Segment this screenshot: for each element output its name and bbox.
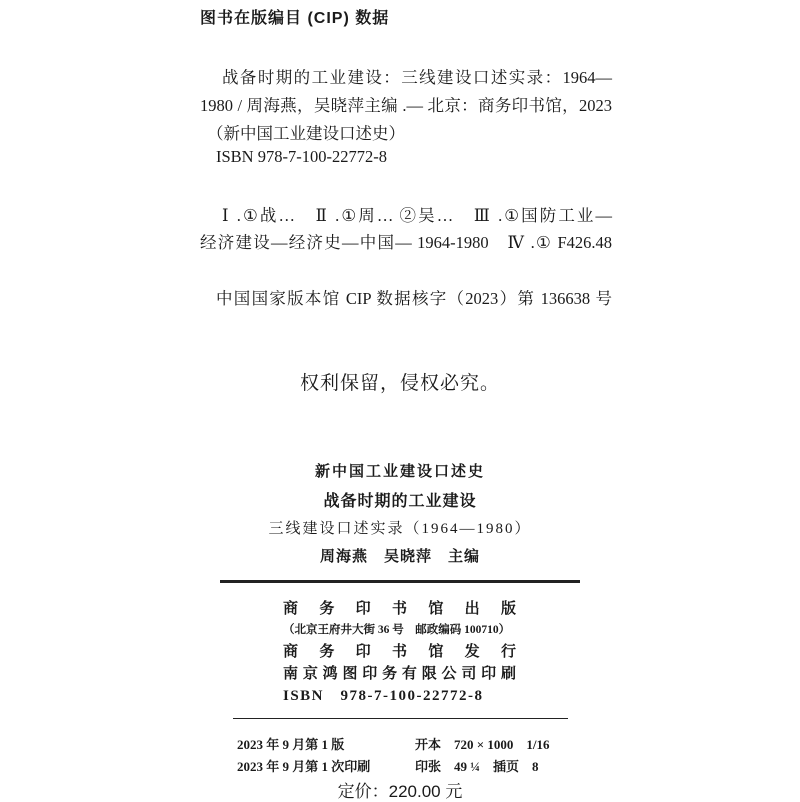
rights-notice: 权利保留，侵权必究。: [299, 373, 500, 394]
thick-divider: [220, 580, 580, 583]
series-name: 新中国工业建设口述史: [314, 464, 485, 480]
format: 开本 720 × 1000 1/16: [415, 737, 550, 752]
publisher-address: （北京王府井大街 36 号 邮政编码 100710）: [283, 624, 511, 636]
cip-series: （新中国工业建设口述史）: [207, 124, 405, 143]
book-title: 战备时期的工业建设: [323, 493, 477, 510]
publisher: 商务印书馆出版: [283, 601, 516, 617]
sheets: 印张 49 ¼ 插页 8: [415, 759, 539, 774]
distributor: 商务印书馆发行: [283, 644, 516, 660]
editors: 周海燕 吴晓萍 主编: [319, 549, 480, 565]
printer: 南京鸿图印务有限公司印刷: [283, 666, 516, 682]
cip-classification-2: 经济建设—经济史—中国— 1964-1980 Ⅳ .① F426.48: [200, 233, 612, 252]
edition: 2023 年 9 月第 1 版: [237, 737, 345, 752]
printing: 2023 年 9 月第 1 次印刷: [237, 759, 371, 774]
colophon-isbn: ISBN 978-7-100-22772-8: [283, 688, 484, 704]
price: 定价：220.00 元: [337, 782, 463, 801]
cip-line-1: 战备时期的工业建设：三线建设口述实录：1964—: [222, 68, 612, 87]
thin-divider: [233, 718, 568, 719]
cip-heading: 图书在版编目 (CIP) 数据: [200, 10, 390, 27]
cip-line-2: 1980 / 周海燕，吴晓萍主编 .— 北京：商务印书馆，2023: [200, 96, 612, 115]
cip-classification-1: Ⅰ .①战… Ⅱ .①周… ②吴… Ⅲ .①国防工业—: [222, 206, 612, 225]
cip-isbn: ISBN 978-7-100-22772-8: [216, 147, 387, 166]
book-subtitle: 三线建设口述实录（1964—1980）: [268, 521, 532, 537]
cip-record-number: 中国国家版本馆 CIP 数据核字（2023）第 136638 号: [216, 289, 612, 308]
